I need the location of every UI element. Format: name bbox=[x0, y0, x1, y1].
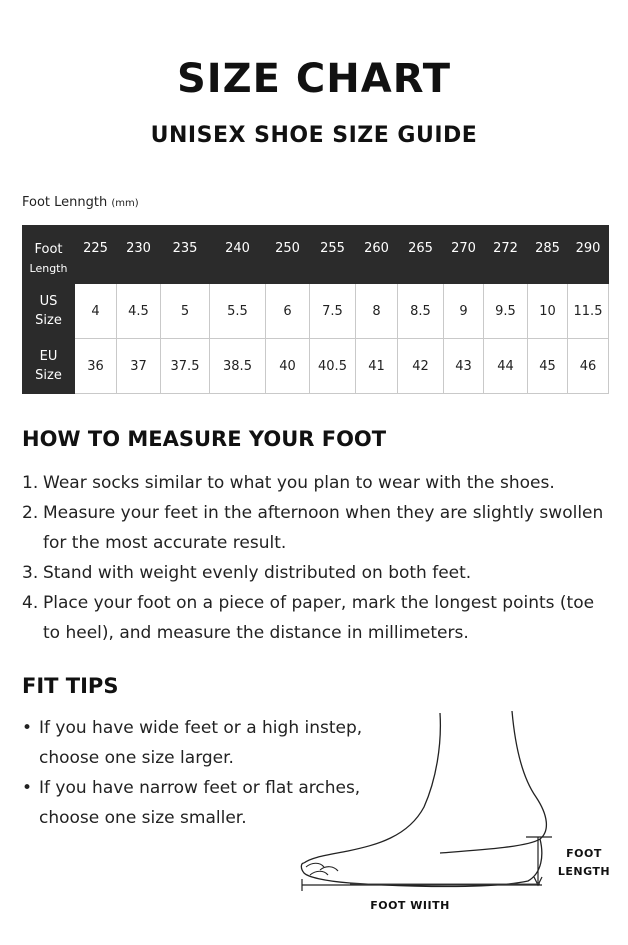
eu-size-cell: 40 bbox=[266, 339, 310, 394]
label-line: Foot bbox=[34, 242, 63, 257]
label-line: LENGTH bbox=[557, 865, 611, 878]
fit-tips-heading: FIT TIPS bbox=[22, 674, 119, 698]
foot-outline bbox=[440, 711, 546, 853]
us-size-row-label bbox=[23, 284, 75, 339]
table-caption-text: Foot Lenngth bbox=[22, 195, 108, 210]
eu-size-cell: 44 bbox=[484, 339, 528, 394]
foot-length-row-label bbox=[23, 226, 75, 284]
eu-size-cell: 42 bbox=[398, 339, 444, 394]
measure-step bbox=[22, 558, 612, 588]
eu-size-cell: 36 bbox=[75, 339, 117, 394]
label-line: Size bbox=[35, 368, 62, 383]
size-chart-table bbox=[22, 225, 609, 394]
step-number: 1. bbox=[22, 473, 39, 493]
foot-length-label bbox=[552, 845, 616, 881]
foot-length-cell: 240 bbox=[210, 226, 266, 284]
foot-length-cell: 235 bbox=[161, 226, 210, 284]
step-number: 2. bbox=[22, 503, 39, 523]
us-size-cell: 7.5 bbox=[310, 284, 356, 339]
eu-size-row-label bbox=[23, 339, 75, 394]
table-caption-unit: (mm) bbox=[111, 198, 139, 209]
measure-steps-list bbox=[22, 468, 612, 648]
foot-outline bbox=[301, 839, 541, 887]
us-size-cell: 5 bbox=[161, 284, 210, 339]
eu-size-cell: 40.5 bbox=[310, 339, 356, 394]
foot-length-row bbox=[23, 226, 609, 284]
foot-length-cell: 270 bbox=[444, 226, 484, 284]
step-number: 4. bbox=[22, 593, 39, 613]
page-subtitle: UNISEX SHOE SIZE GUIDE bbox=[150, 123, 478, 148]
toe-icon bbox=[310, 871, 328, 875]
label-line: US bbox=[39, 294, 58, 309]
foot-length-cell: 255 bbox=[310, 226, 356, 284]
measure-step bbox=[22, 498, 612, 558]
eu-size-cell: 43 bbox=[444, 339, 484, 394]
bullet-icon: • bbox=[22, 778, 33, 798]
measure-step bbox=[22, 468, 612, 498]
eu-size-row bbox=[23, 339, 609, 394]
us-size-cell: 9.5 bbox=[484, 284, 528, 339]
fit-tip-text: If you have wide feet or a high instep, choose one size larger. bbox=[39, 718, 363, 768]
toe-icon bbox=[306, 863, 324, 867]
us-size-cell: 10 bbox=[528, 284, 568, 339]
table-caption bbox=[22, 195, 139, 210]
foot-length-cell: 285 bbox=[528, 226, 568, 284]
foot-length-cell: 250 bbox=[266, 226, 310, 284]
eu-size-cell: 46 bbox=[568, 339, 609, 394]
foot-outline bbox=[304, 713, 440, 863]
foot-length-cell: 290 bbox=[568, 226, 609, 284]
step-text: Measure your feet in the afternoon when they are slightly swollen for the most accurate result. bbox=[43, 503, 604, 553]
step-number: 3. bbox=[22, 563, 39, 583]
measure-step bbox=[22, 588, 612, 648]
measure-heading: HOW TO MEASURE YOUR FOOT bbox=[22, 427, 387, 451]
page-title: SIZE CHART bbox=[176, 56, 452, 102]
foot-length-cell: 225 bbox=[75, 226, 117, 284]
foot-length-cell: 230 bbox=[117, 226, 161, 284]
us-size-cell: 4 bbox=[75, 284, 117, 339]
foot-length-cell: 272 bbox=[484, 226, 528, 284]
foot-width-label: FOOT WIITH bbox=[370, 899, 450, 912]
eu-size-cell: 37.5 bbox=[161, 339, 210, 394]
eu-size-cell: 37 bbox=[117, 339, 161, 394]
us-size-cell: 11.5 bbox=[568, 284, 609, 339]
fit-tip-text: If you have narrow feet or flat arches, choose one size smaller. bbox=[39, 778, 361, 828]
step-text: Wear socks similar to what you plan to wear with the shoes. bbox=[43, 473, 555, 493]
foot-length-cell: 265 bbox=[398, 226, 444, 284]
us-size-cell: 8 bbox=[356, 284, 398, 339]
eu-size-cell: 45 bbox=[528, 339, 568, 394]
step-text: Place your foot on a piece of paper, mark the longest points (toe to heel), and measure the distance in millimeters. bbox=[43, 593, 595, 643]
bullet-icon: • bbox=[22, 718, 33, 738]
us-size-cell: 8.5 bbox=[398, 284, 444, 339]
label-line: FOOT bbox=[566, 847, 602, 860]
eu-size-cell: 41 bbox=[356, 339, 398, 394]
label-line: EU bbox=[39, 349, 58, 364]
label-line: Size bbox=[35, 313, 62, 328]
us-size-cell: 6 bbox=[266, 284, 310, 339]
toe-icon bbox=[320, 867, 338, 871]
label-line: Length bbox=[29, 262, 68, 275]
us-size-cell: 9 bbox=[444, 284, 484, 339]
us-size-cell: 4.5 bbox=[117, 284, 161, 339]
us-size-cell: 5.5 bbox=[210, 284, 266, 339]
foot-length-cell: 260 bbox=[356, 226, 398, 284]
us-size-row bbox=[23, 284, 609, 339]
eu-size-cell: 38.5 bbox=[210, 339, 266, 394]
step-text: Stand with weight evenly distributed on both feet. bbox=[43, 563, 472, 583]
